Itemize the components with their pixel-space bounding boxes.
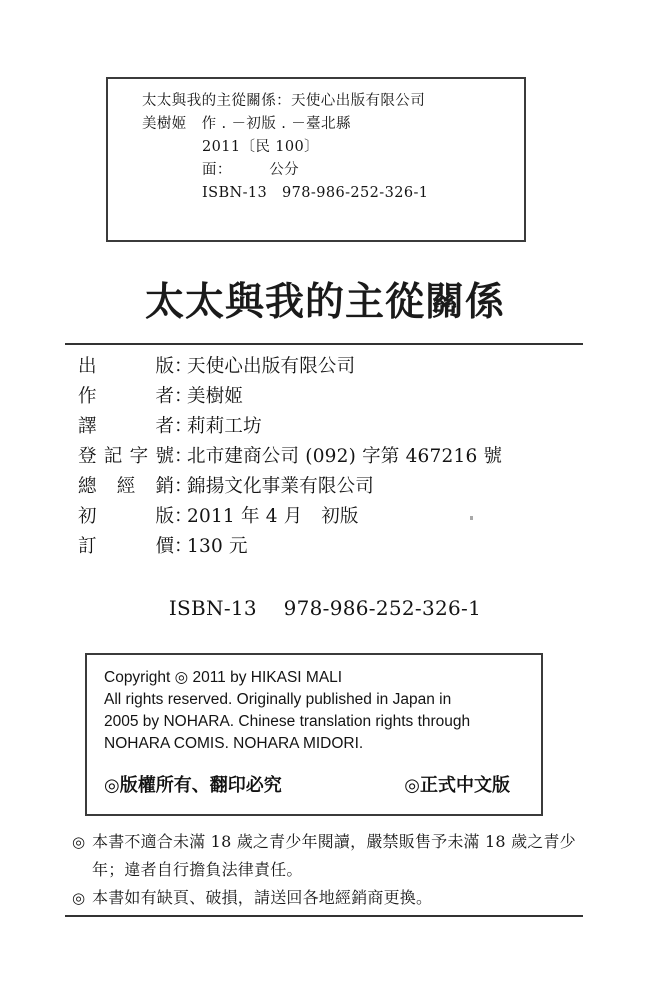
copyright-line-4: NOHARA COMIS. NOHARA MIDORI. (104, 735, 364, 752)
notices-block (72, 828, 592, 912)
title-divider (65, 343, 583, 345)
imprint-label: 登記字號 (78, 446, 174, 467)
bullet-ring-icon: ◎ (72, 889, 86, 907)
imprint-value: 莉莉工坊 (187, 416, 262, 437)
imprint-colon: ： (174, 386, 193, 407)
official-chinese-edition-label: ◎正式中文版 (404, 775, 510, 796)
cip-line-author: 美樹姬 作 . －初版 . －臺北縣 (142, 116, 351, 132)
bottom-divider (65, 915, 583, 917)
page-title: 太太與我的主從關係 (144, 279, 505, 325)
imprint-colon: ： (174, 416, 193, 437)
imprint-colon: ： (174, 536, 193, 557)
imprint-colon: ： (174, 506, 193, 527)
imprint-row-translator (78, 412, 598, 442)
imprint-colon: ： (174, 446, 193, 467)
copyright-line-3: 2005 by NOHARA. Chinese translation rights through (104, 713, 471, 730)
imprint-row-publisher (78, 352, 598, 382)
imprint-row-edition (78, 502, 598, 532)
imprint-row-author (78, 382, 598, 412)
imprint-colon: ： (174, 476, 193, 497)
cip-box (106, 77, 526, 242)
imprint-label: 總經銷 (78, 476, 174, 497)
bullet-ring-icon: ◎ (72, 833, 86, 851)
imprint-row-distributor (78, 472, 598, 502)
notice-age-restriction (72, 828, 592, 884)
copyright-line-2: All rights reserved. Originally published in Japan in (104, 691, 452, 708)
imprint-value: 北市建商公司 (092) 字第 467216 號 (187, 446, 503, 467)
imprint-label: 譯者 (78, 416, 174, 437)
notice-defect-exchange (72, 884, 592, 912)
cip-text-block (108, 90, 524, 205)
copyright-line-1: Copyright ◎ 2011 by HIKASI MALI (104, 669, 343, 686)
copyright-chinese-row (104, 773, 528, 799)
imprint-value: 錦揚文化事業有限公司 (187, 476, 375, 497)
imprint-value: 天使心出版有限公司 (187, 356, 356, 377)
imprint-label: 作者 (78, 386, 174, 407)
cip-line-extent: 面： 公分 (202, 162, 300, 178)
notice-text: 本書不適合未滿 18 歲之青少年閱讀，嚴禁販售予未滿 18 歲之青少年；違者自行擔負法律責任。 (92, 832, 576, 879)
imprint-colon: ： (174, 356, 193, 377)
imprint-row-registration (78, 442, 598, 472)
imprint-value: 2011 年 4 月 初版 (187, 506, 359, 527)
copyright-box (85, 653, 543, 816)
imprint-label: 訂價 (78, 536, 174, 557)
imprint-row-price (78, 532, 598, 562)
rights-reserved-label: ◎版權所有、翻印必究 (104, 775, 282, 796)
cip-line-year: 2011〔民 100〕 (202, 139, 320, 155)
print-speck (470, 516, 473, 520)
imprint-details (78, 352, 598, 562)
imprint-value: 美樹姬 (187, 386, 244, 407)
imprint-label: 出版 (78, 356, 174, 377)
copyright-english-text (104, 667, 534, 755)
isbn-line: ISBN-13 978-986-252-326-1 (168, 596, 482, 620)
imprint-label: 初版 (78, 506, 174, 527)
cip-line-title: 太太與我的主從關係：天使心出版有限公司 (142, 93, 426, 109)
cip-line-isbn: ISBN-13 978-986-252-326-1 (202, 185, 429, 201)
imprint-value: 130 元 (187, 536, 248, 557)
notice-text: 本書如有缺頁、破損，請送回各地經銷商更換。 (92, 888, 433, 907)
